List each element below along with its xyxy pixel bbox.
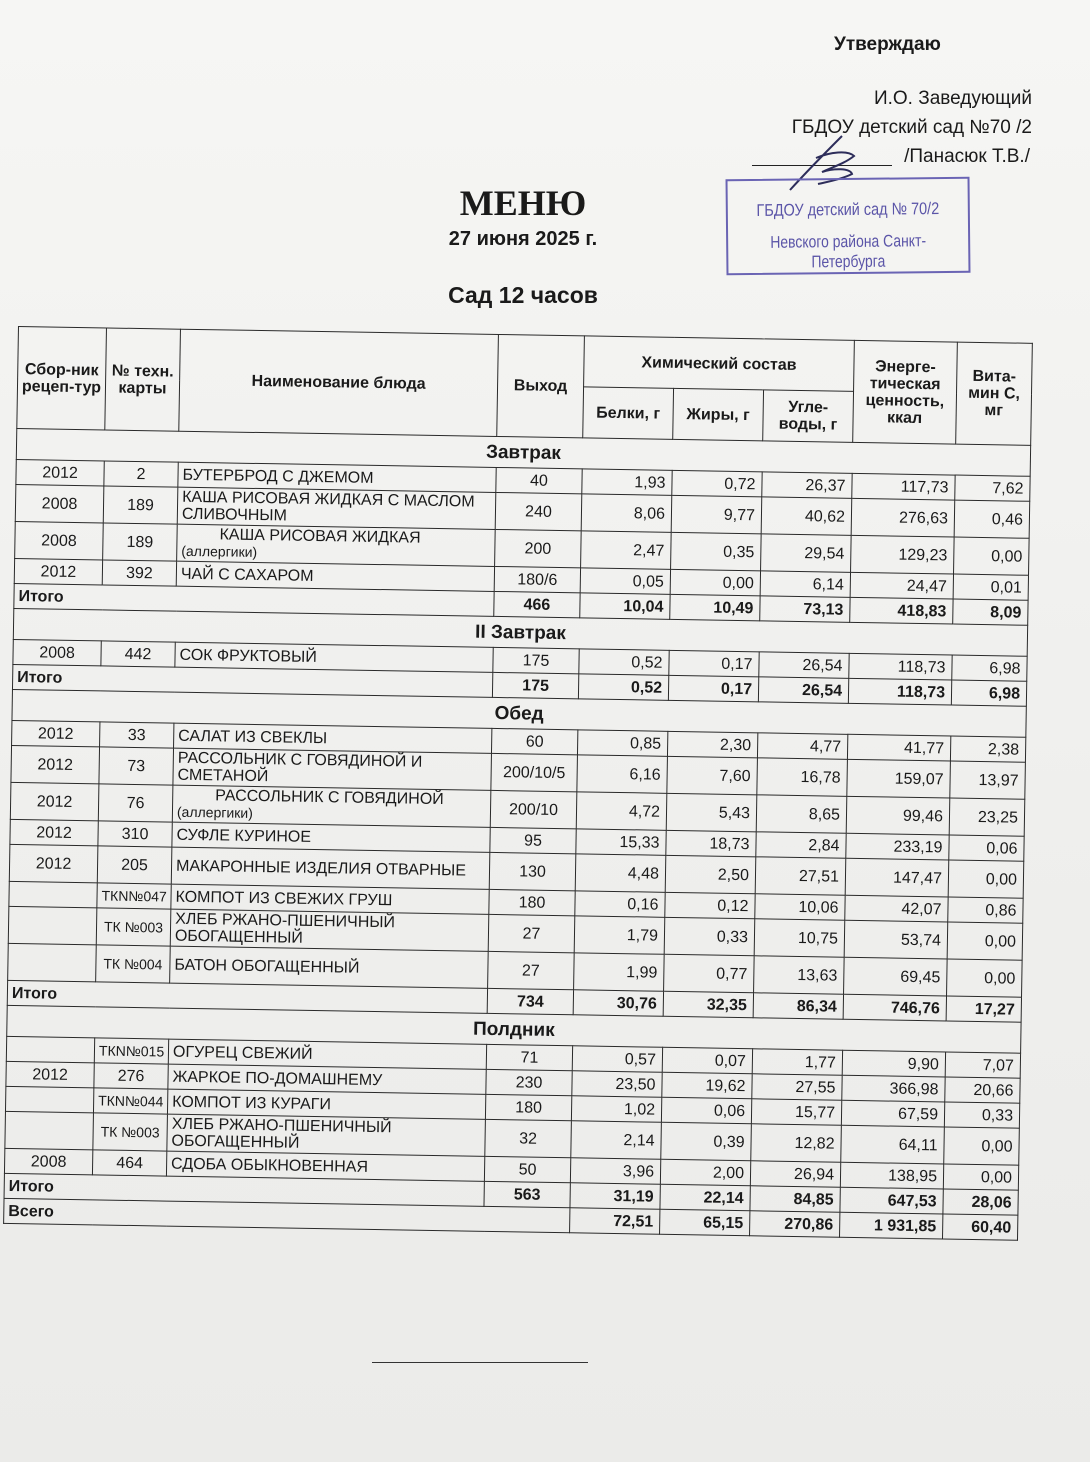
cell-dish-name: ОГУРЕЦ СВЕЖИЙ — [168, 1039, 486, 1069]
cell-tech-card: 76 — [98, 784, 173, 822]
cell-tech-card: ТК №003 — [96, 908, 171, 946]
cell-output: 40 — [496, 467, 582, 493]
cell-energy: 118,73 — [849, 653, 952, 680]
cell-vitamin-c: 0,00 — [947, 959, 1023, 997]
cell-vitamin-c: 7,07 — [945, 1052, 1020, 1078]
cell-dish-name: МАКАРОННЫЕ ИЗДЕЛИЯ ОТВАРНЫЕ — [171, 847, 490, 889]
cell-vitamin-c: 13,97 — [950, 761, 1026, 799]
cell-carbs: 8,65 — [756, 795, 847, 833]
cell-tech-card: 189 — [103, 523, 178, 561]
cell-carbs: 26,37 — [762, 472, 852, 498]
dish-name-text: РАССОЛЬНИК С ГОВЯДИНОЙ — [215, 787, 444, 809]
cell-carbs: 16,78 — [757, 758, 848, 796]
cell-fat: 0,35 — [671, 532, 762, 570]
total-output: 563 — [484, 1181, 570, 1207]
total-protein: 31,19 — [570, 1183, 660, 1209]
col-dish-name: Наименование блюда — [179, 329, 499, 436]
cell-fat: 0,17 — [669, 650, 759, 676]
cell-protein: 0,16 — [575, 891, 665, 917]
cell-energy: 129,23 — [851, 535, 955, 574]
total-fat: 32,35 — [663, 991, 753, 1017]
cell-tech-card: ТКN№044 — [93, 1088, 167, 1114]
cell-tech-card: 310 — [98, 821, 172, 847]
total-carbs: 73,13 — [760, 596, 850, 622]
cell-output: 32 — [485, 1119, 572, 1157]
cell-dish-name — [172, 785, 491, 827]
head-organization: ГБДОУ детский сад №70 /2 — [791, 117, 1032, 138]
group-name: Сад 12 часов — [448, 282, 598, 308]
cell-tech-card: 392 — [102, 560, 176, 586]
cell-fat: 0,72 — [672, 470, 762, 496]
cell-fat: 5,43 — [666, 793, 757, 831]
cell-fat: 0,77 — [664, 954, 755, 992]
cell-fat: 0,39 — [661, 1122, 752, 1160]
page-title: МЕНЮ — [459, 183, 587, 223]
cell-fat: 0,33 — [664, 917, 755, 955]
col-tech-card: № техн. карты — [105, 328, 181, 431]
cell-fat: 0,06 — [661, 1097, 751, 1123]
cell-carbs: 12,82 — [751, 1124, 842, 1162]
cell-carbs: 29,54 — [761, 534, 852, 572]
cell-tech-card: 2 — [104, 461, 178, 487]
cell-sbornik: 2012 — [9, 844, 98, 882]
total-energy: 118,73 — [848, 678, 951, 705]
cell-energy: 147,47 — [845, 858, 949, 897]
cell-dish-name: СОК ФРУКТОВЫЙ — [175, 642, 493, 672]
cell-dish-name: ЖАРКОЕ ПО-ДОМАШНЕМУ — [168, 1064, 486, 1094]
cell-sbornik: 2012 — [14, 558, 102, 584]
cell-sbornik — [5, 1086, 93, 1112]
cell-energy: 69,45 — [844, 957, 948, 996]
cell-energy: 138,95 — [840, 1162, 943, 1189]
section-title: Обед — [12, 689, 1026, 737]
cell-protein: 3,96 — [570, 1158, 660, 1184]
grand-total-protein: 72,51 — [570, 1208, 660, 1234]
cell-vitamin-c: 0,00 — [943, 1164, 1018, 1190]
cell-tech-card: 464 — [92, 1150, 166, 1176]
cell-protein: 15,33 — [576, 829, 666, 855]
cell-tech-card: ТК №004 — [96, 945, 171, 983]
grand-total-label: Всего — [4, 1198, 570, 1232]
cell-fat: 18,73 — [666, 830, 756, 856]
cell-tech-card: 205 — [97, 846, 172, 884]
total-carbs: 84,85 — [750, 1186, 840, 1212]
cell-vitamin-c: 0,86 — [948, 897, 1023, 923]
cell-dish-name: СДОБА ОБЫКНОВЕННАЯ — [166, 1151, 484, 1181]
cell-protein: 0,52 — [579, 649, 669, 675]
cell-energy: 99,46 — [846, 796, 950, 835]
cell-fat: 2,50 — [665, 855, 756, 893]
total-output: 466 — [494, 591, 580, 617]
total-vitamin-c: 6,98 — [951, 680, 1026, 706]
cell-energy: 42,07 — [845, 895, 948, 922]
cell-vitamin-c: 0,00 — [944, 1127, 1020, 1165]
cell-sbornik: 2008 — [4, 1148, 92, 1174]
total-fat: 0,17 — [668, 675, 758, 701]
cell-energy: 159,07 — [847, 759, 951, 798]
menu-date: 27 июня 2025 г. — [448, 228, 598, 250]
total-label: Итого — [7, 980, 487, 1013]
total-energy: 746,76 — [843, 994, 946, 1021]
menu-table-body — [4, 428, 1031, 1240]
stamp-line-2: Невского района Санкт-Петербурга — [770, 231, 927, 272]
cell-energy: 24,47 — [850, 572, 953, 599]
cell-sbornik — [9, 881, 97, 907]
cell-protein: 4,72 — [576, 792, 667, 830]
cell-sbornik: 2012 — [6, 1061, 94, 1087]
dish-name-text: КАША РИСОВАЯ ЖИДКАЯ — [219, 526, 421, 547]
cell-protein: 1,99 — [574, 953, 665, 991]
cell-output: 200 — [495, 529, 582, 567]
total-vitamin-c: 8,09 — [953, 599, 1028, 625]
menu-table — [3, 326, 1033, 1241]
cell-vitamin-c: 0,00 — [948, 860, 1024, 898]
cell-tech-card: 73 — [99, 747, 174, 785]
grand-total-vitamin-c: 60,40 — [943, 1214, 1018, 1240]
cell-vitamin-c: 0,46 — [954, 500, 1030, 538]
cell-dish-name: КОМПОТ ИЗ КУРАГИ — [167, 1089, 485, 1119]
cell-dish-name: ЧАЙ С САХАРОМ — [176, 561, 494, 591]
total-fat: 22,14 — [660, 1184, 750, 1210]
cell-fat: 0,00 — [670, 569, 760, 595]
cell-output: 50 — [484, 1156, 570, 1182]
cell-dish-name: СУФЛЕ КУРИНОЕ — [172, 822, 490, 852]
cell-sbornik — [8, 906, 97, 944]
cell-fat: 2,00 — [660, 1159, 750, 1185]
cell-carbs: 13,63 — [754, 956, 845, 994]
cell-vitamin-c: 2,38 — [950, 736, 1025, 762]
cell-vitamin-c: 7,62 — [955, 475, 1030, 501]
cell-tech-card: 442 — [101, 641, 175, 667]
cell-carbs: 10,75 — [754, 919, 845, 957]
cell-vitamin-c: 0,33 — [944, 1102, 1019, 1128]
cell-carbs: 1,77 — [752, 1049, 842, 1075]
cell-tech-card: 33 — [100, 722, 174, 748]
total-output: 175 — [492, 672, 578, 698]
cell-output: 95 — [490, 827, 576, 853]
cell-energy: 53,74 — [844, 920, 948, 959]
cell-vitamin-c: 0,00 — [954, 537, 1030, 575]
cell-energy: 67,59 — [841, 1100, 944, 1127]
cell-protein: 2,14 — [571, 1121, 662, 1159]
cell-output: 27 — [488, 914, 575, 952]
cell-tech-card: ТКN№047 — [97, 883, 171, 909]
cell-tech-card: 276 — [94, 1063, 168, 1089]
cell-protein: 0,57 — [572, 1046, 662, 1072]
cell-energy: 233,19 — [846, 833, 949, 860]
cell-carbs: 26,54 — [759, 652, 849, 678]
cell-vitamin-c: 0,00 — [947, 922, 1023, 960]
total-output: 734 — [487, 988, 573, 1014]
cell-protein: 4,48 — [575, 854, 666, 892]
cell-sbornik — [6, 1036, 94, 1062]
grand-total-fat: 65,15 — [660, 1209, 750, 1235]
total-energy: 418,83 — [850, 597, 953, 624]
cell-fat: 7,60 — [667, 756, 758, 794]
grand-total-energy: 1 931,85 — [840, 1212, 943, 1239]
cell-sbornik: 2012 — [16, 459, 104, 485]
cell-protein: 1,93 — [582, 469, 672, 495]
dish-note: (аллергики) — [176, 803, 253, 821]
total-protein: 30,76 — [573, 990, 663, 1016]
total-protein: 10,04 — [580, 593, 670, 619]
cell-energy: 9,90 — [842, 1050, 945, 1077]
cell-tech-card: ТКN№015 — [94, 1038, 168, 1064]
cell-output: 27 — [488, 951, 575, 989]
cell-energy: 41,77 — [847, 734, 950, 761]
head-name: /Панасюк Т.В./ — [904, 146, 1030, 167]
cell-carbs: 10,06 — [755, 894, 845, 920]
cell-protein: 6,16 — [577, 755, 668, 793]
col-energy: Энерге-тическая ценность, ккал — [853, 340, 958, 444]
cell-protein: 1,02 — [571, 1096, 661, 1122]
cell-output: 180 — [489, 889, 575, 915]
cell-sbornik — [8, 943, 97, 981]
col-output: Выход — [497, 334, 585, 437]
cell-vitamin-c: 0,01 — [953, 574, 1028, 600]
cell-carbs: 4,77 — [757, 733, 847, 759]
cell-output: 200/10/5 — [491, 753, 578, 791]
cell-protein: 0,05 — [580, 568, 670, 594]
cell-carbs: 26,94 — [750, 1161, 840, 1187]
cell-vitamin-c: 0,06 — [949, 835, 1024, 861]
total-label: Итого — [14, 583, 494, 616]
cell-energy: 64,11 — [841, 1125, 945, 1164]
cell-energy: 276,63 — [851, 498, 955, 537]
cell-output: 60 — [491, 728, 577, 754]
dish-note: (аллергики) — [181, 542, 258, 560]
cell-sbornik: 2008 — [13, 639, 101, 665]
cell-fat: 2,30 — [667, 731, 757, 757]
cell-dish-name: САЛАТ ИЗ СВЕКЛЫ — [174, 723, 492, 753]
cell-protein: 0,85 — [577, 730, 667, 756]
cell-output: 240 — [495, 492, 582, 530]
cell-fat: 0,12 — [665, 892, 755, 918]
total-label: Итого — [4, 1173, 484, 1206]
section-title: Завтрак — [16, 428, 1030, 476]
cell-dish-name: ХЛЕБ РЖАНО-ПШЕНИЧНЫЙ ОБОГАЩЕННЫЙ — [167, 1114, 486, 1156]
cell-protein: 2,47 — [581, 531, 672, 569]
section-title: II Завтрак — [13, 608, 1027, 656]
cell-vitamin-c: 23,25 — [949, 798, 1025, 836]
cell-protein: 23,50 — [572, 1071, 662, 1097]
cell-sbornik: 2008 — [15, 484, 104, 522]
section-title: Полдник — [7, 1005, 1021, 1053]
cell-sbornik: 2012 — [10, 782, 99, 820]
cell-sbornik: 2012 — [12, 720, 100, 746]
cell-fat: 0,07 — [662, 1047, 752, 1073]
cell-sbornik — [5, 1111, 94, 1149]
grand-total-carbs: 270,86 — [750, 1211, 840, 1237]
cell-carbs: 6,14 — [760, 571, 850, 597]
cell-carbs: 40,62 — [761, 497, 852, 535]
bottom-line — [372, 1362, 588, 1363]
cell-fat: 19,62 — [662, 1072, 752, 1098]
cell-vitamin-c: 6,98 — [952, 655, 1027, 681]
cell-vitamin-c: 20,66 — [945, 1077, 1020, 1103]
col-fat: Жиры, г — [673, 388, 764, 440]
head-position: И.О. Заведующий — [873, 88, 1032, 109]
cell-sbornik: 2012 — [11, 745, 100, 783]
cell-dish-name: ХЛЕБ РЖАНО-ПШЕНИЧНЫЙ ОБОГАЩЕННЫЙ — [170, 909, 489, 951]
cell-carbs: 15,77 — [751, 1099, 841, 1125]
col-chem-composition: Химический состав — [584, 336, 855, 391]
cell-dish-name: КОМПОТ ИЗ СВЕЖИХ ГРУШ — [171, 884, 489, 914]
approve-label: Утверждаю — [834, 34, 941, 55]
cell-output: 200/10 — [490, 790, 577, 828]
cell-carbs: 27,51 — [755, 857, 846, 895]
cell-sbornik: 2012 — [10, 819, 98, 845]
cell-dish-name: РАССОЛЬНИК С ГОВЯДИНОЙ И СМЕТАНОЙ — [173, 748, 492, 790]
cell-output: 130 — [489, 852, 576, 890]
cell-energy: 366,98 — [842, 1075, 945, 1102]
cell-protein: 1,79 — [574, 916, 665, 954]
total-vitamin-c: 28,06 — [943, 1189, 1018, 1215]
cell-output: 180/6 — [494, 566, 580, 592]
total-energy: 647,53 — [840, 1187, 943, 1214]
total-carbs: 86,34 — [753, 993, 843, 1019]
cell-output: 71 — [486, 1044, 572, 1070]
total-vitamin-c: 17,27 — [946, 996, 1021, 1022]
cell-tech-card: 189 — [103, 486, 178, 524]
total-fat: 10,49 — [670, 594, 760, 620]
cell-dish-name: БУТЕРБРОД С ДЖЕМОМ — [178, 462, 496, 492]
cell-carbs: 2,84 — [756, 832, 846, 858]
col-vitamin-c: Вита-мин С, мг — [956, 342, 1033, 445]
col-protein: Белки, г — [583, 387, 674, 439]
cell-carbs: 27,55 — [752, 1074, 842, 1100]
cell-sbornik: 2008 — [15, 521, 104, 559]
total-carbs: 26,54 — [758, 677, 848, 703]
cell-dish-name: КАША РИСОВАЯ ЖИДКАЯ С МАСЛОМ СЛИВОЧНЫМ — [177, 487, 496, 529]
stamp-line-1: ГБДОУ детский сад № 70/2 — [756, 199, 940, 220]
cell-dish-name: БАТОН ОБОГАЩЕННЫЙ — [170, 946, 489, 988]
total-label: Итого — [12, 664, 492, 697]
cell-output: 175 — [493, 647, 579, 673]
cell-energy: 117,73 — [852, 473, 955, 500]
cell-dish-name — [177, 524, 496, 566]
total-protein: 0,52 — [578, 674, 668, 700]
cell-output: 230 — [486, 1069, 572, 1095]
col-carbs: Угле-воды, г — [763, 390, 854, 442]
menu-table-wrapper — [3, 326, 1033, 1241]
cell-protein: 8,06 — [581, 494, 672, 532]
col-sbornik: Сбор-ник рецеп-тур — [17, 327, 107, 430]
cell-output: 180 — [485, 1094, 571, 1120]
cell-tech-card: ТК №003 — [93, 1113, 168, 1151]
cell-fat: 9,77 — [671, 495, 762, 533]
